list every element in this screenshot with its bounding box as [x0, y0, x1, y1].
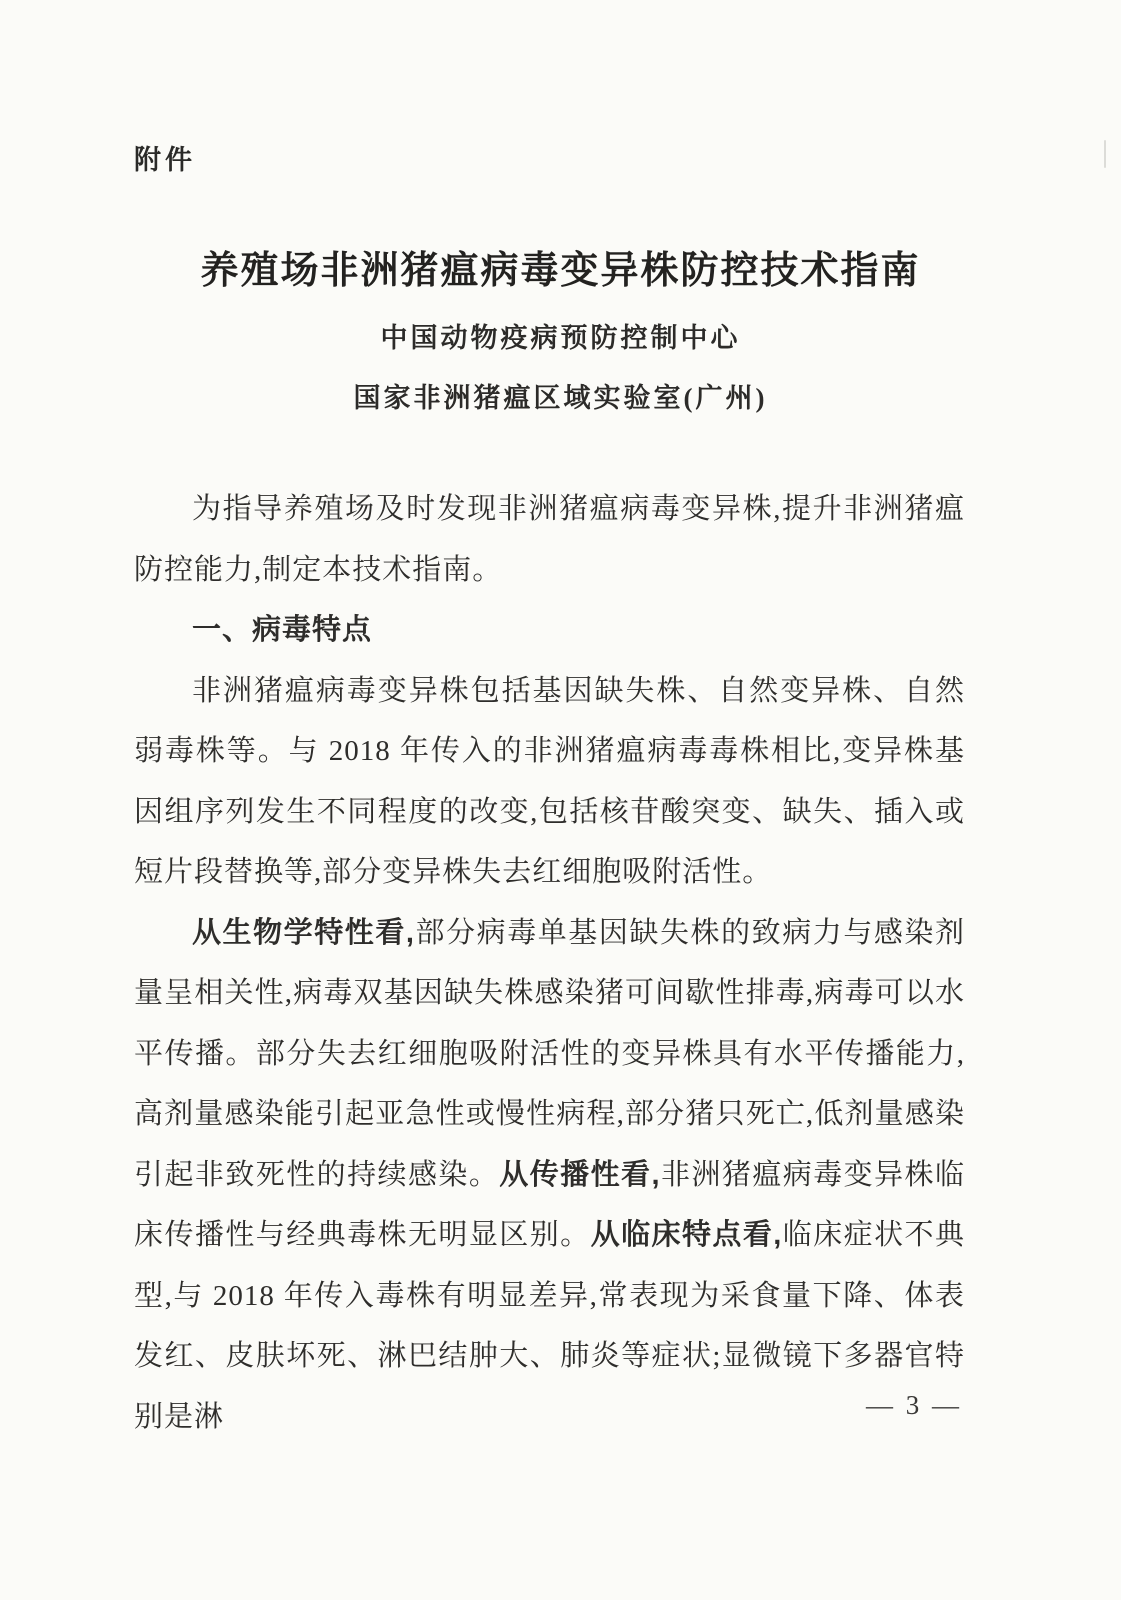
text-run: 非洲猪瘟病毒变异株临床传播性与经典毒株无明显区别。 [134, 1158, 965, 1251]
text-run: 非洲猪瘟病毒变异株包括基因缺失株、自然变异株、自然弱毒株等。与 2018 年传入的非洲猪瘟病毒毒株相比,变异株基因组序列发生不同程度的改变,包括核苷酸突变、缺失、插入或短片段替换等,部分变异株失去红细胞吸附活性。 [134, 674, 965, 888]
page-title: 养殖场非洲猪瘟病毒变异株防控技术指南 [200, 250, 921, 293]
text-run: 为指导养殖场及时发现非洲猪瘟病毒变异株,提升非洲猪瘟防控能力,制定本技术指南。 [134, 493, 965, 586]
document-body [134, 479, 965, 1447]
paragraph [134, 903, 965, 1448]
emphasis-run: 一、病毒特点 [192, 614, 373, 646]
paragraph [134, 479, 965, 600]
emphasis-run: 从传播性看, [499, 1158, 661, 1191]
organization-block [0, 308, 1121, 428]
scan-artifact [1104, 140, 1106, 168]
paragraph [134, 661, 965, 903]
text-run: 部分病毒单基因缺失株的致病力与感染剂量呈相关性,病毒双基因缺失株感染猪可间歇性排毒,病毒可以水平传播。部分失去红细胞吸附活性的变异株具有水平传播能力,高剂量感染能引起亚急性或慢性病程,部分猪只死亡,低剂量感染引起非致死性的持续感染。 [134, 916, 965, 1191]
page-number: — 3 — [866, 1390, 962, 1420]
emphasis-run: 从生物学特性看, [192, 916, 415, 949]
attachment-label: 附件 [134, 145, 196, 175]
text-run: 临床症状不典型,与 2018 年传入毒株有明显差异,常表现为采食量下降、体表发红、皮肤坏死、淋巴结肿大、肺炎等症状;显微镜下多器官特别是淋 [134, 1219, 965, 1433]
section-heading [134, 600, 965, 661]
organization-line-2: 国家非洲猪瘟区域实验室(广州) [353, 383, 768, 413]
emphasis-run: 从临床特点看, [590, 1219, 783, 1251]
organization-line-1: 中国动物疫病预防控制中心 [380, 323, 741, 353]
